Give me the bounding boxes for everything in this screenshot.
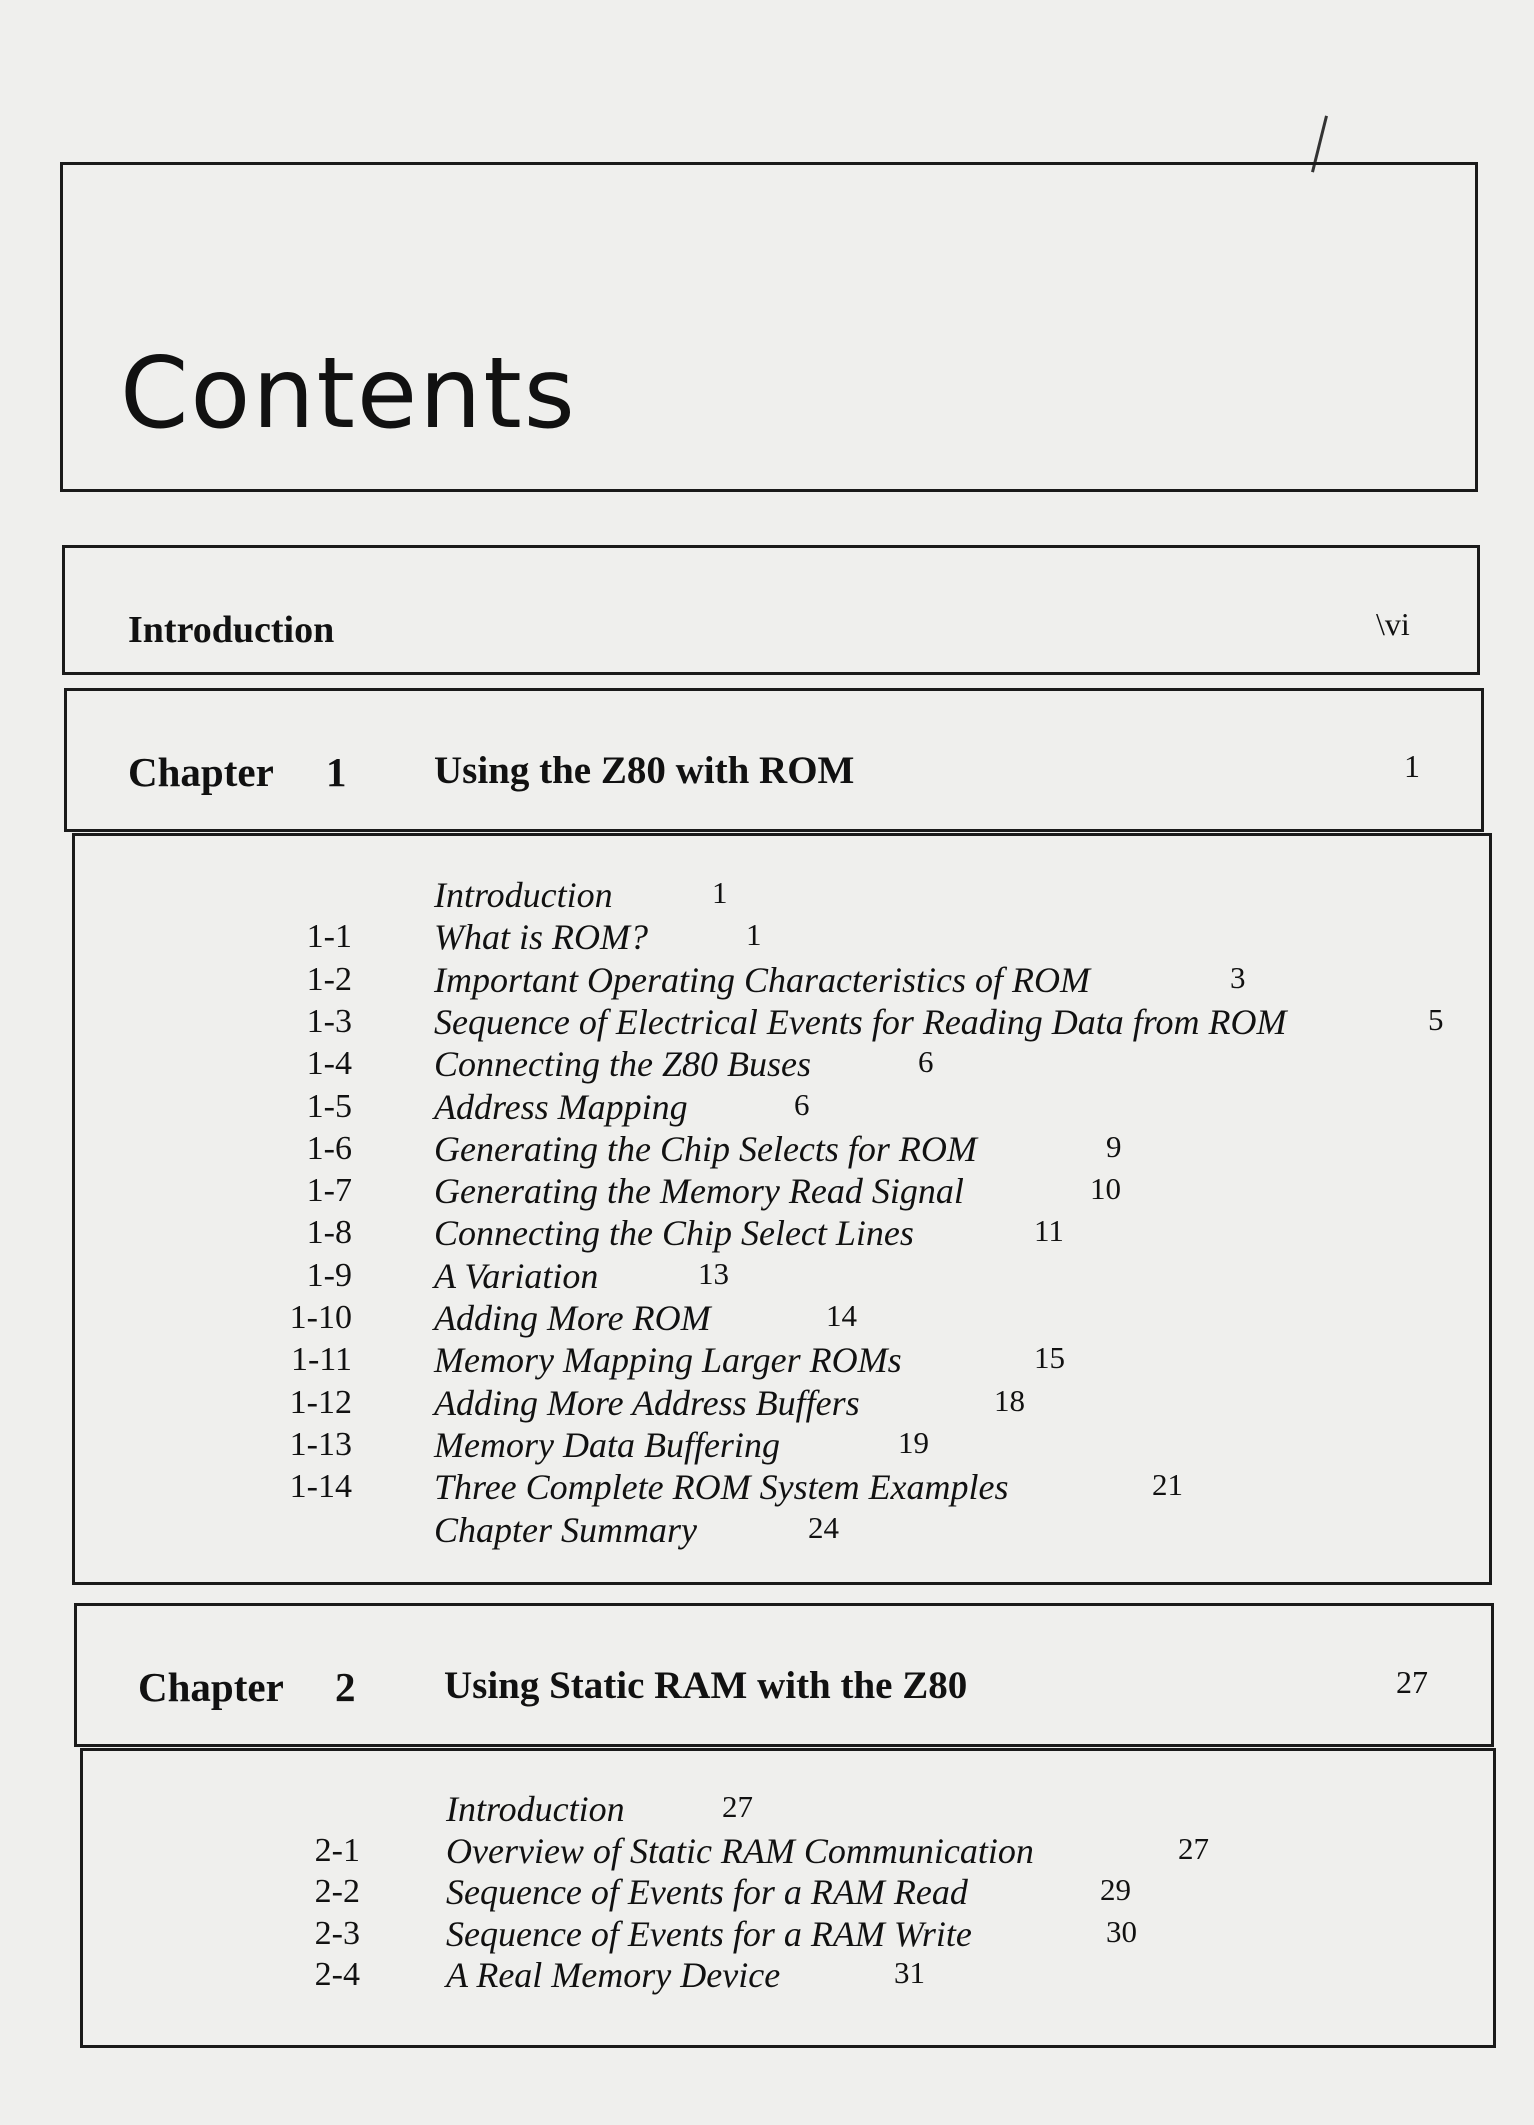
section-page: 1 <box>746 917 762 953</box>
section-page: 3 <box>1230 959 1246 995</box>
section-title: Introduction <box>434 875 613 915</box>
section-number: 1-8 <box>306 1214 352 1252</box>
section-title: A Variation <box>434 1255 599 1296</box>
section-title: Address Mapping <box>434 1086 688 1127</box>
section-number: 1-11 <box>290 1341 352 1379</box>
section-number: 1-1 <box>306 918 352 956</box>
section-number: 1-7 <box>306 1172 352 1210</box>
section-title: Connecting the Chip Select Lines <box>434 1213 914 1254</box>
section-title: Generating the Memory Read Signal <box>434 1171 964 1212</box>
section-title: Three Complete ROM System Examples <box>434 1467 1009 1508</box>
section-title: Adding More Address Buffers <box>434 1382 860 1423</box>
section-title: Sequence of Events for a RAM Read <box>446 1872 968 1912</box>
section-page: 27 <box>1178 1830 1209 1866</box>
chapter-1-page: 1 <box>1404 748 1420 784</box>
section-title: Important Operating Characteristics of ROM <box>434 959 1090 1000</box>
section-title: Generating the Chip Selects for ROM <box>434 1128 977 1169</box>
section-number: 1-5 <box>306 1087 352 1125</box>
section-title: Overview of Static RAM Communication <box>446 1830 1034 1871</box>
chapter-2-label: Chapter <box>138 1664 284 1710</box>
section-title: Sequence of Events for a RAM Write <box>446 1913 972 1954</box>
section-title: A Real Memory Device <box>446 1955 781 1995</box>
chapter-2-title: Using Static RAM with the Z80 <box>444 1664 968 1707</box>
section-page: 1 <box>712 875 728 910</box>
section-page: 24 <box>808 1509 839 1545</box>
section-page: 27 <box>722 1789 753 1824</box>
section-page: 18 <box>994 1382 1025 1418</box>
section-page: 13 <box>698 1255 729 1291</box>
section-page: 30 <box>1106 1913 1137 1949</box>
chapter-1-title: Using the Z80 with ROM <box>434 749 855 792</box>
introduction-page: \vi <box>1376 606 1410 642</box>
section-title: What is ROM? <box>434 917 648 958</box>
section-number: 1-14 <box>289 1468 352 1506</box>
section-number: 1-12 <box>289 1383 352 1421</box>
section-number: 2-3 <box>314 1914 360 1952</box>
section-title: Chapter Summary <box>434 1509 697 1550</box>
section-title: Memory Mapping Larger ROMs <box>434 1340 902 1381</box>
chapter-1-number: 1 <box>326 749 347 795</box>
section-number: 1-10 <box>289 1299 352 1336</box>
chapter-2-page: 27 <box>1396 1664 1428 1700</box>
section-number: 2-4 <box>314 1956 360 1993</box>
section-number: 1-3 <box>306 1002 352 1040</box>
section-page: 31 <box>894 1955 925 1990</box>
section-page: 15 <box>1034 1340 1065 1376</box>
section-number: 1-9 <box>306 1256 352 1294</box>
section-page: 29 <box>1100 1872 1131 1907</box>
section-number: 1-6 <box>306 1129 352 1167</box>
introduction-label: Introduction <box>128 609 335 651</box>
section-title: Introduction <box>446 1789 625 1829</box>
section-number: 1-2 <box>306 960 352 998</box>
section-page: 11 <box>1034 1213 1064 1249</box>
section-page: 6 <box>794 1086 810 1122</box>
section-page: 5 <box>1428 1001 1444 1037</box>
section-page: 10 <box>1090 1171 1121 1207</box>
section-title: Connecting the Z80 Buses <box>434 1044 811 1085</box>
section-number: 2-2 <box>314 1873 360 1910</box>
chapter-2-number: 2 <box>335 1664 356 1710</box>
section-page: 6 <box>918 1044 934 1080</box>
section-title: Memory Data Buffering <box>434 1424 780 1465</box>
section-title: Sequence of Electrical Events for Reading Data from ROM <box>434 1001 1287 1042</box>
section-page: 14 <box>826 1298 857 1333</box>
section-title: Adding More ROM <box>434 1298 711 1338</box>
section-number: 2-1 <box>314 1831 360 1869</box>
chapter-1-label: Chapter <box>128 749 274 795</box>
section-page: 9 <box>1106 1128 1122 1164</box>
section-number: 1-13 <box>289 1425 352 1463</box>
page-title: Contents <box>120 337 577 451</box>
section-page: 21 <box>1152 1467 1183 1503</box>
section-page: 19 <box>898 1424 929 1460</box>
section-number: 1-4 <box>306 1045 352 1083</box>
